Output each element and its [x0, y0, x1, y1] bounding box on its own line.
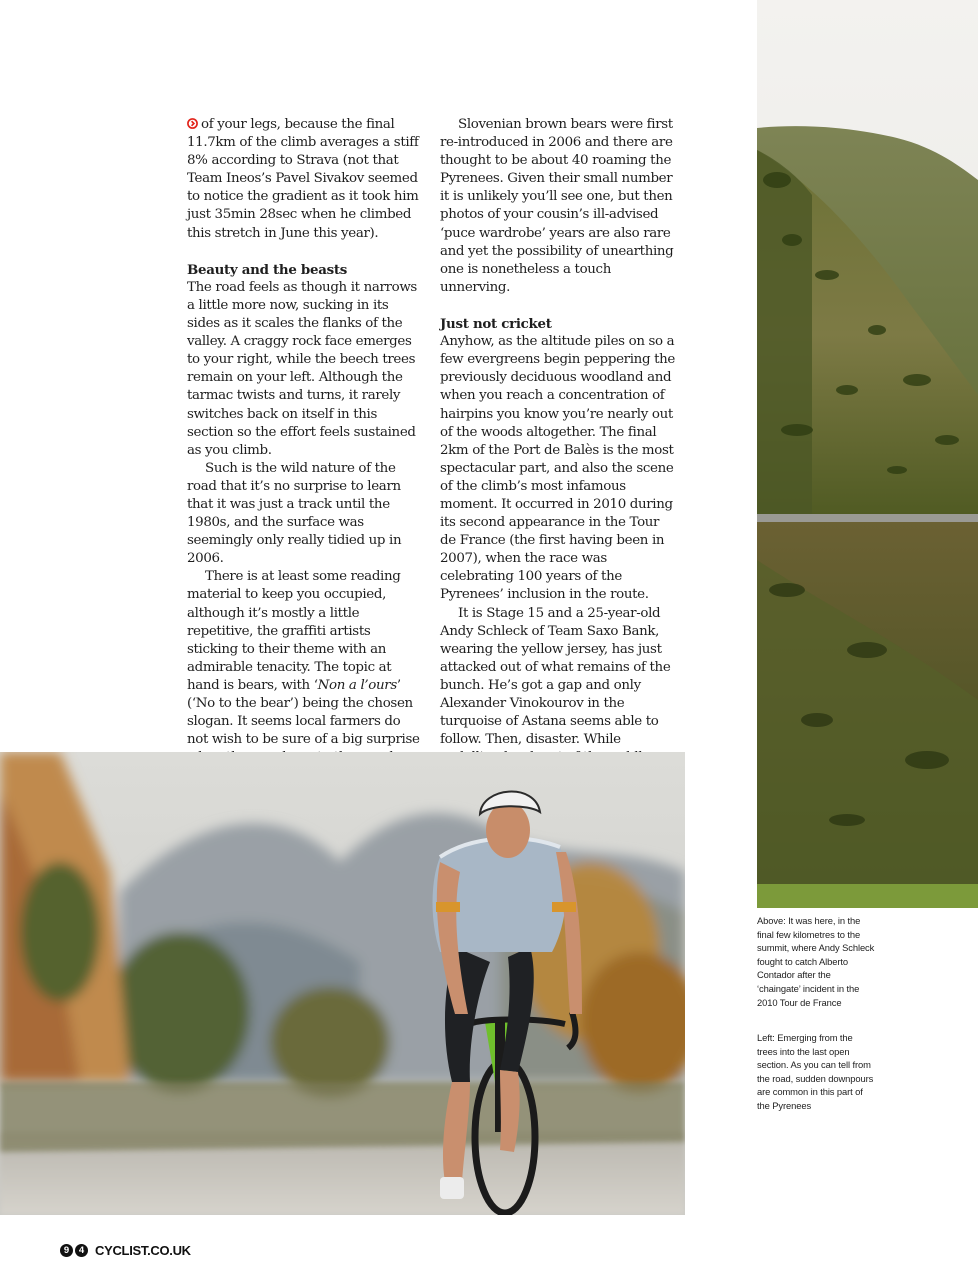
page-footer	[60, 1241, 191, 1259]
page-number-digit: 9	[60, 1244, 73, 1257]
article-column-2	[440, 116, 676, 804]
cyclist-photo	[0, 752, 685, 1215]
site-url: CYCLIST.CO.UK	[95, 1242, 191, 1258]
paragraph: The road feels as though it narrows a little more now, sucking in its sides as it scales the flanks of the valley. A craggy rock face emerges to your right, while the beech trees remain on your left. Although the tarmac twists and turns, it rarely switches back on itself in this section so the effort feels sustained as you climb.	[187, 279, 417, 458]
paragraph-text: ’ (‘No to the bear’) being the chosen slogan. It seems local farmers do not wish to be sure of a big surprise	[187, 677, 420, 748]
paragraph: Anyhow, as the altitude piles on so a few evergreens begin peppering the previously deciduous woodland and when you reach a concentration of hairpins you know you’re nearly out of the woods altogether. The final 2km of the Port de Balès is the most spectacular part, and also the scene of the climb’s most infamous moment. It occurred in 2010 during its second appearance in the Tour de France (the first having been in 2007), when the race was celebrating 100 years of the Pyrenees’ inclusion in the route.	[440, 334, 675, 603]
section-heading: Beauty and the beasts	[187, 261, 347, 278]
italic-text: Non a l’ours	[317, 677, 397, 693]
paragraph	[187, 116, 423, 243]
hillside-photo	[757, 0, 978, 908]
photo-caption-left: Left: Emerging from the trees into the last open section. As you can tell from the road, sudden downpours are common in this part of the Pyrenees	[757, 1032, 874, 1111]
photo-caption-above: Above: It was here, in the final few kilometres to the summit, where Andy Schleck fought to catch Alberto Contador after the ‘chaingate’ incident in the 2010 Tour de France	[757, 915, 875, 1008]
continue-arrow-icon	[187, 118, 198, 129]
paragraph: Such is the wild nature of the road that it’s no surprise to learn that it was just a track until the 1980s, and the surface was seemingly only really tidied up in 2006.	[187, 460, 402, 567]
paragraph: Slovenian brown bears were first re-introduced in 2006 and there are thought to be about 40 roaming the Pyrenees. Given their small number it is unlikely you’ll see one, but then photos of your cousin’s ill-advised ‘puce wardrobe’ years are also rare and yet the possibility of unearthing one is nonetheless a touch unnerving.	[440, 117, 674, 295]
paragraph-text: It is Stage 15 and a 25-year-old Andy Schleck of Team Saxo Bank, wearing the yellow jersey, has just attacked out of what remains of the bunch. He’s got a gap and only Alexander Vinokourov in the turquoise of Astana seems able to follow. Then, disaster. While	[440, 605, 671, 748]
section-heading: Just not cricket	[440, 316, 552, 333]
page-number-digit: 4	[75, 1244, 88, 1257]
paragraph-text: There is at least some reading material to keep you occupied, although it’s mostly a little repetitive, the graffiti artists sticking to their theme with an admirable tenacity. The topic at hand is bears, with ‘	[187, 569, 401, 693]
paragraph-text: of your legs, because the final 11.7km of the climb averages a stiff 8% according to Strava (not that Team Ineos’s Pavel Sivakov seemed to notice the gradient as it took him just 35min 28sec when he climbed this stretch in June this year).	[187, 117, 419, 241]
article-column-1	[187, 116, 423, 804]
